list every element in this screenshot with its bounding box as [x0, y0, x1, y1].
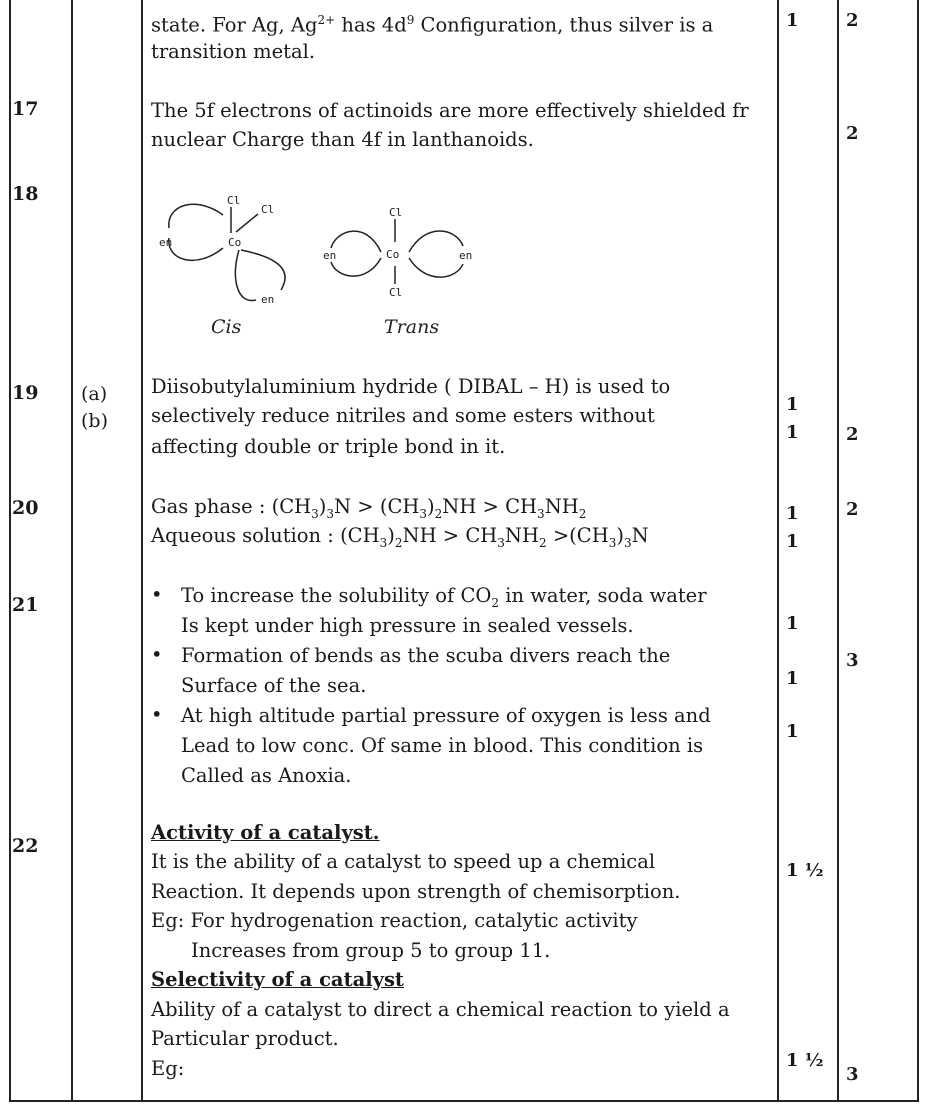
row19-sub-a: (a)	[81, 383, 108, 405]
trans-en-right: en	[459, 249, 473, 262]
question-number-17: 17	[12, 98, 39, 120]
question-number-22: 22	[12, 835, 39, 857]
row21-b1-line2: Is kept under high pressure in sealed vessels.	[181, 614, 634, 637]
question-number-20: 20	[12, 497, 39, 519]
row22-line4: Increases from group 5 to group 11.	[191, 939, 551, 962]
row21-marks-3: 1	[786, 721, 799, 742]
row20-marks-1: 1	[786, 503, 799, 524]
row21-b1-line1: To increase the solubility of $CO_2$ in water, soda water	[181, 584, 707, 610]
row21-bullet-3: •	[151, 703, 163, 726]
column-divider-sub	[71, 0, 73, 1102]
row22-heading-activity: Activity of a catalyst.	[151, 821, 380, 844]
cis-label: Cis	[211, 316, 242, 338]
cis-cl-top: Cl	[227, 194, 241, 207]
table-border-left	[9, 0, 11, 1102]
row20-total: 2	[846, 499, 859, 520]
cis-cl-right: Cl	[261, 203, 275, 216]
row22-line1: It is the ability of a catalyst to speed up a chemical	[151, 850, 656, 873]
trans-co: Co	[386, 248, 400, 261]
cis-trans-isomer-diagram	[151, 190, 511, 345]
row22-line5: Ability of a catalyst to direct a chemical reaction to yield a	[151, 998, 730, 1021]
row17-line2: nuclear Charge than 4f in lanthanoids.	[151, 128, 534, 151]
trans-label: Trans	[384, 316, 440, 338]
table-border-right	[917, 0, 919, 1102]
row20-aqueous: Aqueous solution : $(CH_3)_2NH > CH_3NH_2 >(CH_3)_3N$	[151, 524, 649, 550]
row21-b2-line2: Surface of the sea.	[181, 674, 367, 697]
row21-b3-line1: At high altitude partial pressure of oxygen is less and	[181, 704, 711, 727]
row22-marks-2: 1 ½	[786, 1050, 824, 1071]
row21-b3-line2: Lead to low conc. Of same in blood. This condition is	[181, 734, 704, 757]
row21-marks-2: 1	[786, 668, 799, 689]
row17-total: 2	[846, 123, 859, 144]
row16-line2: transition metal.	[151, 40, 316, 63]
row16-marks: 1	[786, 10, 799, 31]
row19-line2: selectively reduce nitriles and some esters without	[151, 404, 655, 427]
row21-bullet-2: •	[151, 643, 163, 666]
column-divider-marks	[777, 0, 779, 1102]
row21-b3-line3: Called as Anoxia.	[181, 764, 352, 787]
row21-total: 3	[846, 650, 859, 671]
trans-cl-top: Cl	[389, 206, 403, 219]
row21-marks-1: 1	[786, 613, 799, 634]
question-number-21: 21	[12, 594, 39, 616]
question-number-19: 19	[12, 382, 39, 404]
row19-line3: affecting double or triple bond in it.	[151, 435, 506, 458]
row22-line3: Eg: For hydrogenation reaction, catalytic activity	[151, 909, 638, 932]
row22-line2: Reaction. It depends upon strength of chemisorption.	[151, 880, 681, 903]
row19-marks-b: 1	[786, 422, 799, 443]
question-number-18: 18	[12, 183, 39, 205]
row19-total: 2	[846, 424, 859, 445]
trans-en-left: en	[323, 249, 337, 262]
row17-line1: The 5f electrons of actinoids are more effectively shielded fr	[151, 99, 749, 122]
column-divider-answer	[141, 0, 143, 1102]
column-divider-total	[837, 0, 839, 1102]
row22-line6: Particular product.	[151, 1027, 339, 1050]
row19-sub-b: (b)	[81, 410, 108, 432]
row19-marks-a: 1	[786, 394, 799, 415]
row20-marks-2: 1	[786, 531, 799, 552]
row16-total: 2	[846, 10, 859, 31]
row22-marks-1: 1 ½	[786, 860, 824, 881]
row21-bullet-1: •	[151, 583, 163, 606]
cis-co: Co	[228, 236, 242, 249]
row19-line1: Diisobutylaluminium hydride ( DIBAL – H) is used to	[151, 375, 671, 398]
row22-line7: Eg:	[151, 1057, 185, 1080]
table-border-bottom	[9, 1100, 918, 1102]
row22-heading-selectivity: Selectivity of a catalyst	[151, 968, 404, 991]
cis-en-bottom: en	[261, 293, 275, 306]
cis-en-left: en	[159, 236, 173, 249]
trans-cl-bottom: Cl	[389, 286, 403, 299]
row22-total: 3	[846, 1064, 859, 1085]
row21-b2-line1: Formation of bends as the scuba divers reach the	[181, 644, 671, 667]
row16-line1: state. For Ag, $Ag^{2+}$ has $4d^9$ Configuration, thus silver is a	[151, 13, 714, 37]
row17-text-clip	[151, 96, 777, 160]
row20-gas-phase: Gas phase : $(CH_3)_3N > (CH_3)_2NH > CH_3NH_2$	[151, 495, 587, 521]
